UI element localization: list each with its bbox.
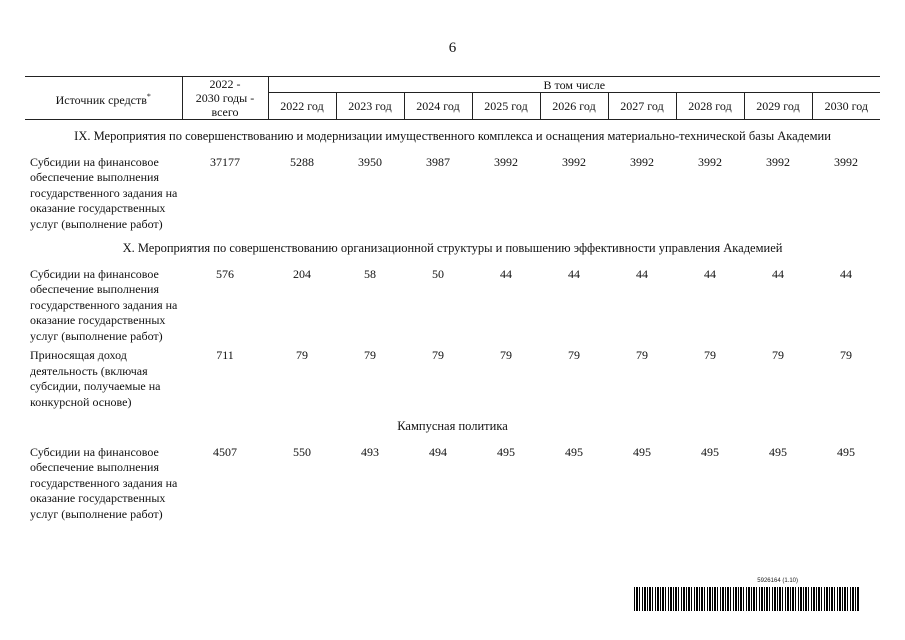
year-value-cell: 3987	[426, 154, 450, 169]
year-value-cell: 44	[568, 266, 580, 281]
year-value-cell: 550	[293, 444, 311, 459]
year-value-cell: 3992	[630, 154, 654, 169]
year-value-cell: 495	[497, 444, 515, 459]
year-column-header: 2025 год	[472, 93, 540, 120]
year-value-cell: 79	[296, 348, 308, 362]
funding-source-cell: Субсидии на финансовое обеспечение выполнения государственного задания на оказание государственных услуг (выполнение работ)	[30, 444, 178, 521]
year-value-cell: 3992	[766, 154, 790, 169]
year-column-header: 2030 год	[812, 93, 880, 120]
year-value-cell: 3992	[562, 154, 586, 169]
barcode	[634, 578, 860, 612]
table-body	[25, 120, 880, 523]
year-value-cell: 44	[704, 266, 716, 281]
budget-table	[25, 76, 880, 522]
year-value-cell: 495	[701, 444, 719, 459]
year-value-cell: 493	[361, 444, 379, 459]
year-column-header: 2024 год	[404, 93, 472, 120]
table-row	[25, 263, 880, 345]
year-value-cell: 44	[840, 266, 853, 281]
year-value-cell: 3992	[698, 154, 722, 169]
year-value-cell: 495	[837, 444, 856, 459]
section-title: IX. Мероприятия по совершенствованию и модернизации имущественного комплекса и оснащения материально-технической базы Академии	[74, 129, 831, 143]
table-row	[25, 151, 880, 233]
year-value-cell: 79	[432, 348, 444, 362]
funding-source-cell: Приносящая доход деятельность (включая субсидии, получаемые на конкурсной основе)	[30, 348, 161, 409]
year-value-cell: 79	[772, 348, 784, 362]
section-title: Кампусная политика	[397, 419, 508, 433]
section-title-row	[25, 120, 880, 151]
year-value-cell: 495	[633, 444, 651, 459]
year-value-cell: 204	[293, 266, 311, 281]
year-value-cell: 494	[429, 444, 447, 459]
year-value-cell: 79	[364, 348, 376, 362]
year-value-cell: 79	[704, 348, 716, 362]
table-row	[25, 344, 880, 410]
year-value-cell: 3992	[834, 154, 859, 169]
year-column-header: 2022 год	[268, 93, 336, 120]
year-value-cell: 3950	[358, 154, 382, 169]
year-value-cell: 44	[500, 266, 512, 281]
year-value-cell: 44	[636, 266, 648, 281]
total-cell: 711	[216, 348, 234, 362]
table-row	[25, 441, 880, 523]
year-column-header: 2027 год	[608, 93, 676, 120]
page-number: 6	[448, 40, 457, 56]
year-value-cell: 79	[840, 348, 853, 362]
year-value-cell: 3992	[494, 154, 518, 169]
year-column-header: 2029 год	[744, 93, 812, 120]
year-column-header: 2028 год	[676, 93, 744, 120]
year-column-header: 2026 год	[540, 93, 608, 120]
year-value-cell: 5288	[290, 154, 314, 169]
source-footnote-mark: *	[146, 91, 151, 101]
total-cell: 4507	[213, 444, 237, 459]
year-value-cell: 79	[568, 348, 580, 362]
section-title: X. Мероприятия по совершенствованию организационной структуры и повышению эффективности управления Академией	[122, 241, 783, 255]
source-header-label: Источник средств	[55, 92, 147, 107]
funding-source-cell: Субсидии на финансовое обеспечение выполнения государственного задания на оказание государственных услуг (выполнение работ)	[30, 154, 178, 231]
year-value-cell: 44	[772, 266, 784, 281]
section-title-row	[25, 410, 880, 441]
source-column-header	[25, 77, 182, 120]
funding-source-cell: Субсидии на финансовое обеспечение выполнения государственного задания на оказание государственных услуг (выполнение работ)	[30, 266, 178, 343]
section-title-row	[25, 232, 880, 263]
year-value-cell: 495	[565, 444, 583, 459]
table-header	[25, 77, 880, 120]
barcode-label: 5926164 (1.10)	[757, 578, 798, 584]
year-column-header: 2023 год	[336, 93, 404, 120]
total-column-header: 2022 - 2030 годы - всего	[182, 77, 268, 120]
year-value-cell: 58	[364, 266, 376, 281]
total-cell: 576	[216, 266, 234, 281]
year-value-cell: 495	[769, 444, 787, 459]
barcode-bars	[634, 587, 860, 611]
including-header: В том числе	[268, 77, 880, 93]
year-value-cell: 79	[500, 348, 512, 362]
total-cell: 37177	[210, 154, 240, 169]
year-value-cell: 79	[636, 348, 648, 362]
year-value-cell: 50	[432, 266, 444, 281]
